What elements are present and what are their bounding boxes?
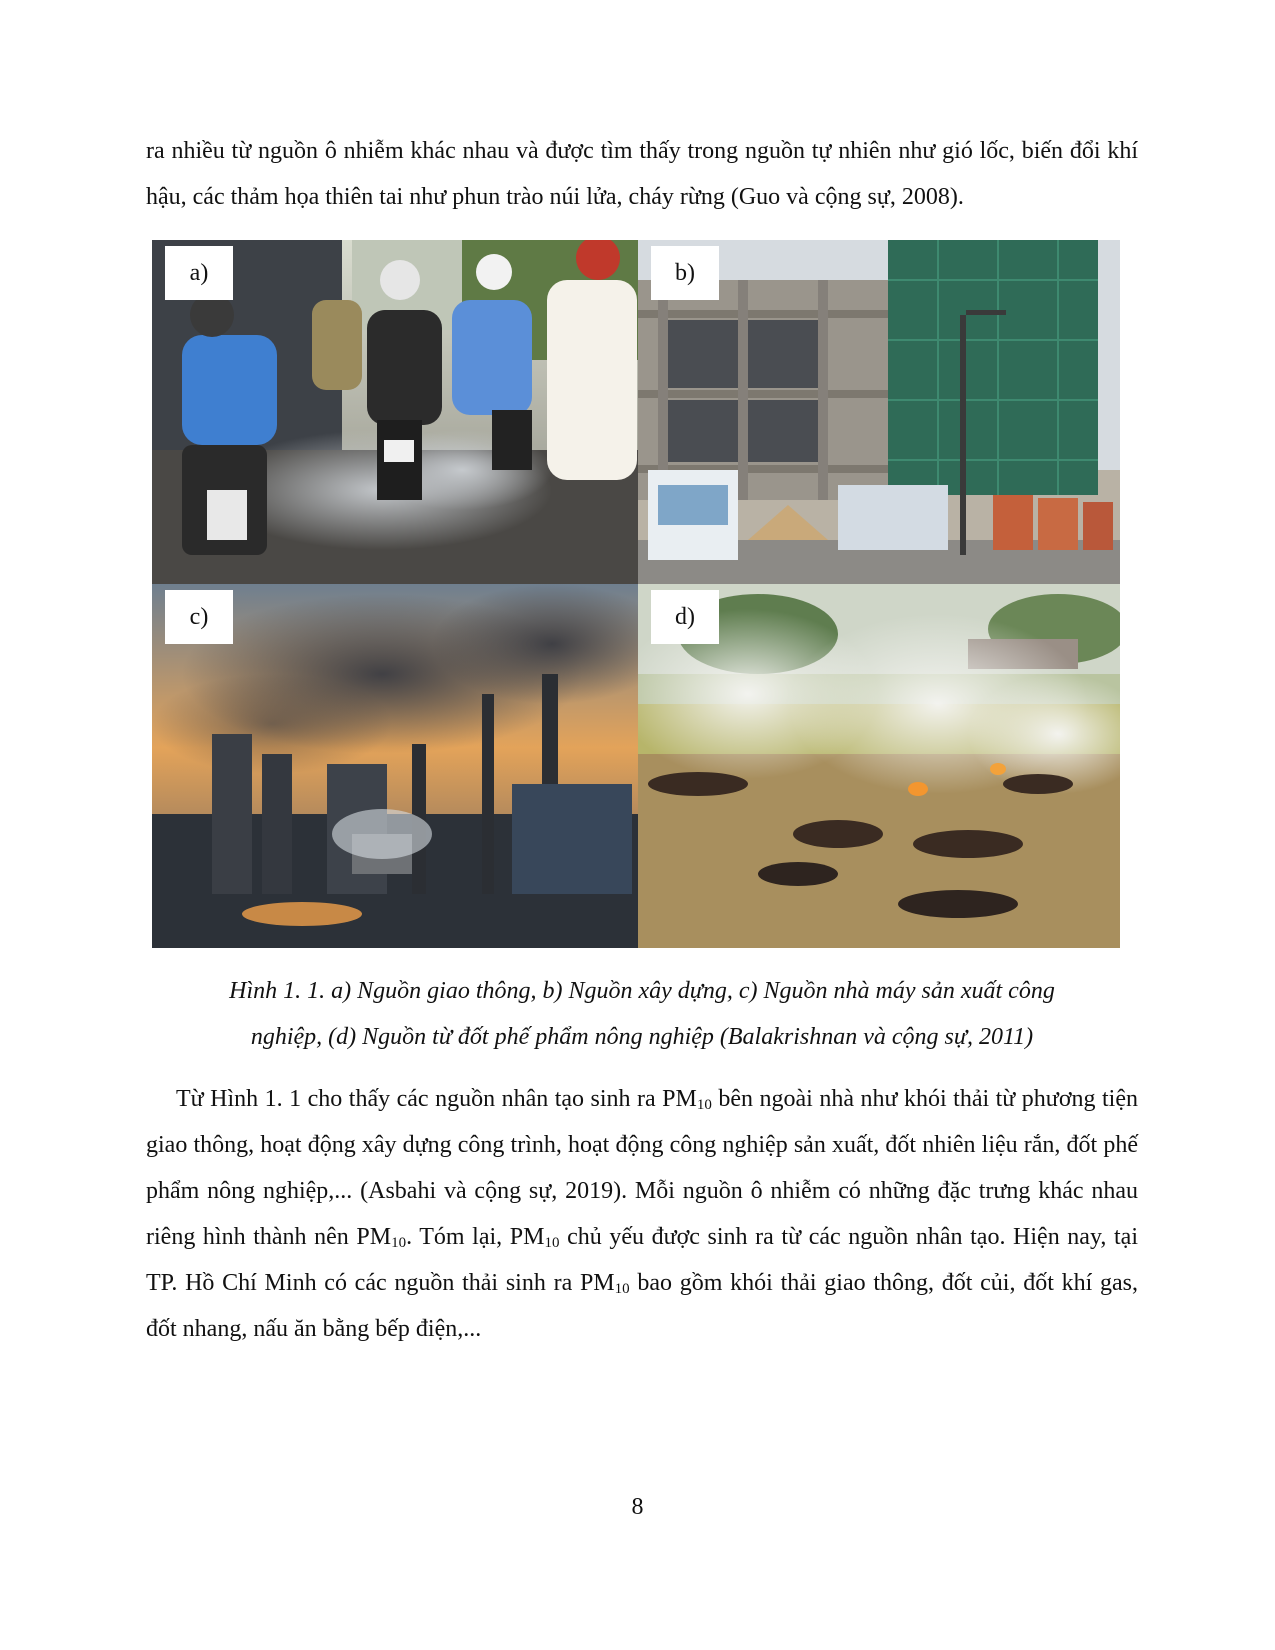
figure-caption bbox=[146, 968, 1138, 1060]
body-text: chủ yếu được sinh ra từ các nguồn nhân tạo. Hiện nay, tại TP. Hồ Chí Minh có các nguồn thải sinh ra PM bbox=[146, 1224, 1138, 1296]
paragraph-intro: ra nhiều từ nguồn ô nhiễm khác nhau và được tìm thấy trong nguồn tự nhiên như gió lốc, biến đổi khí hậu, các thảm họa thiên tai như phun trào núi lửa, cháy rừng (Guo và cộng sự, 2008). bbox=[146, 138, 1138, 210]
pm10-subscript: 10 bbox=[544, 1235, 560, 1251]
caption-line-1: Hình 1. 1. a) Nguồn giao thông, b) Nguồn xây dựng, c) Nguồn nhà máy sản xuất công bbox=[229, 978, 1055, 1004]
pm10-subscript: 10 bbox=[391, 1235, 407, 1251]
pm10-subscript: 10 bbox=[614, 1281, 630, 1297]
panel-construction bbox=[638, 240, 1120, 584]
panel-field-burning bbox=[638, 584, 1120, 948]
panel-label-c: c) bbox=[165, 590, 233, 644]
body-text: Từ Hình 1. 1 cho thấy các nguồn nhân tạo sinh ra PM bbox=[176, 1086, 697, 1112]
panel-label-d: d) bbox=[651, 590, 719, 644]
panel-label-b: b) bbox=[651, 246, 719, 300]
panel-industrial bbox=[152, 584, 638, 948]
body-text: bao gồm khói thải giao thông, đốt củi, đốt khí gas, đốt nhang, nấu ăn bằng bếp điện,... bbox=[146, 1270, 1138, 1342]
panel-traffic bbox=[152, 240, 638, 584]
body-text: bên ngoài nhà như khói thải từ phương tiện giao thông, hoạt động xây dựng công trình, hoạt động công nghiệp sản xuất, đốt nhiên liệu rắn, đốt phế phẩm nông nghiệp,... (Asbahi và cộng sự, 2019). Mỗi nguồn ô nhiễm có những đặc trưng khác nhau riêng hình thành nên PM bbox=[146, 1086, 1138, 1250]
caption-line-2: nghiệp, (d) Nguồn từ đốt phế phẩm nông nghiệp (Balakrishnan và cộng sự, 2011) bbox=[250, 1024, 1034, 1050]
pm10-subscript: 10 bbox=[696, 1097, 712, 1113]
panel-label-a: a) bbox=[165, 246, 233, 300]
figure-pollution-sources bbox=[152, 240, 1120, 948]
body-text: . Tóm lại, PM bbox=[406, 1224, 545, 1250]
page-number: 8 bbox=[631, 1494, 644, 1520]
paragraph-body bbox=[146, 1076, 1138, 1352]
